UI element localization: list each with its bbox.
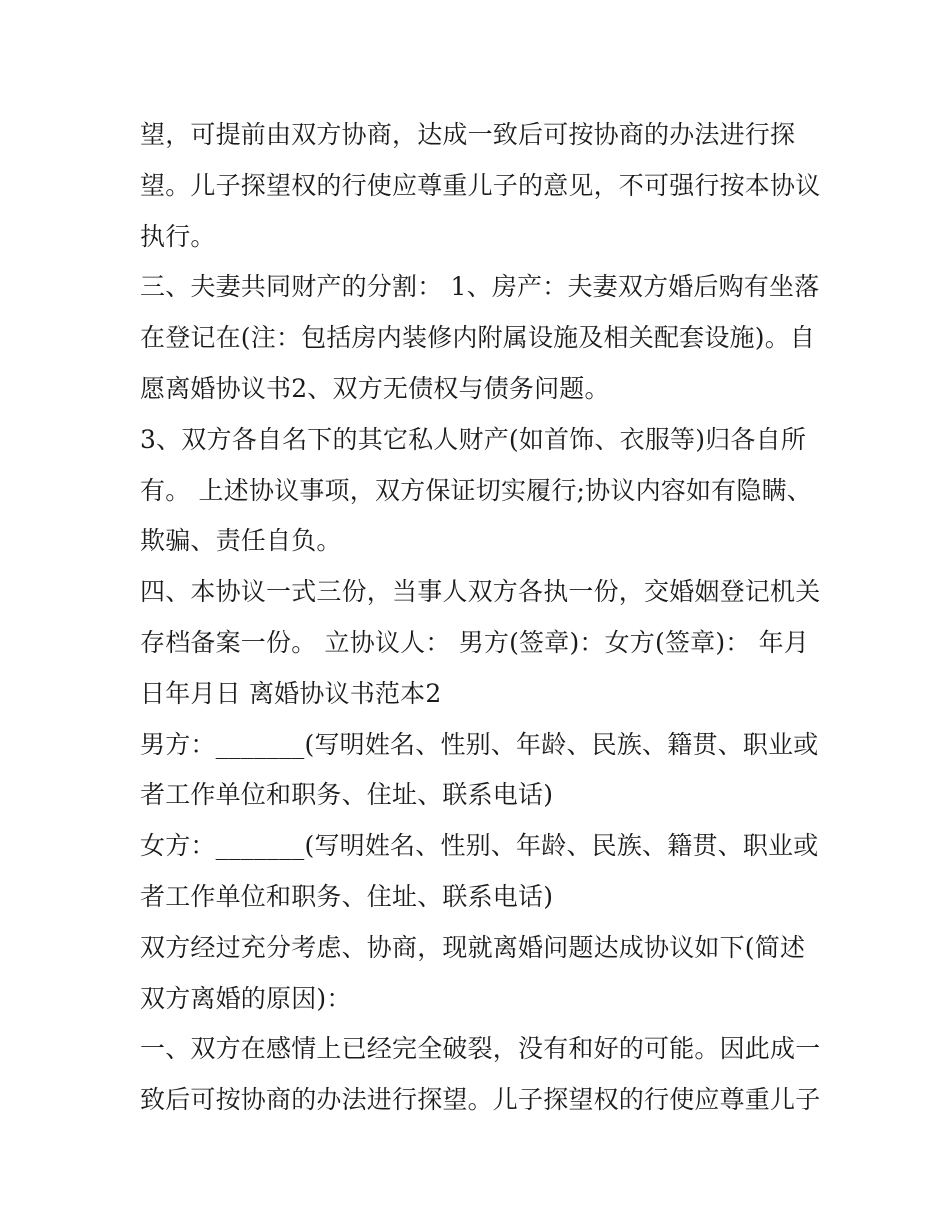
text-line: 日年月日 离婚协议书范本2 xyxy=(140,678,442,708)
text-line: 者工作单位和职务、住址、联系电话) xyxy=(140,881,554,911)
document-body xyxy=(140,110,820,1126)
text-line: 存档备案一份。 立协议人： 男方(签章)：女方(签章)： 年月 xyxy=(140,627,810,657)
text-line: 致后可按协商的办法进行探望。儿子探望权的行使应尊重儿子 xyxy=(140,1085,820,1115)
text-line: 望。儿子探望权的行使应尊重儿子的意见，不可强行按本协议 xyxy=(140,170,820,200)
text-line: 愿离婚协议书2、双方无债权与债务问题。 xyxy=(140,373,610,403)
text-line: 在登记在(注：包括房内装修内附属设施及相关配套设施)。自 xyxy=(140,323,816,353)
text-line: 3、双方各自名下的其它私人财产(如首饰、衣服等)归各自所 xyxy=(140,424,807,454)
text-line: 欺骗、责任自负。 xyxy=(140,526,342,556)
text-line: 者工作单位和职务、住址、联系电话) xyxy=(140,780,554,810)
text-line: 有。 上述协议事项，双方保证切实履行;协议内容如有隐瞒、 xyxy=(140,475,812,505)
text-line: 一、双方在感情上已经完全破裂，没有和好的可能。因此成一 xyxy=(140,1034,820,1064)
text-line: 双方经过充分考虑、协商，现就离婚问题达成协议如下(简述 xyxy=(140,932,806,962)
text-line: 望，可提前由双方协商，达成一致后可按协商的办法进行探 xyxy=(140,120,796,149)
text-line: 四、本协议一式三份，当事人双方各执一份，交婚姻登记机关 xyxy=(140,577,820,607)
text-line: 执行。 xyxy=(140,221,216,251)
text-line: 双方离婚的原因)： xyxy=(140,983,352,1013)
text-line: 女方：_______(写明姓名、性别、年龄、民族、籍贯、职业或 xyxy=(140,831,819,861)
text-line: 三、夫妻共同财产的分割： 1、房产：夫妻双方婚后购有坐落 xyxy=(140,272,820,302)
text-line: 男方：_______(写明姓名、性别、年龄、民族、籍贯、职业或 xyxy=(140,729,819,759)
